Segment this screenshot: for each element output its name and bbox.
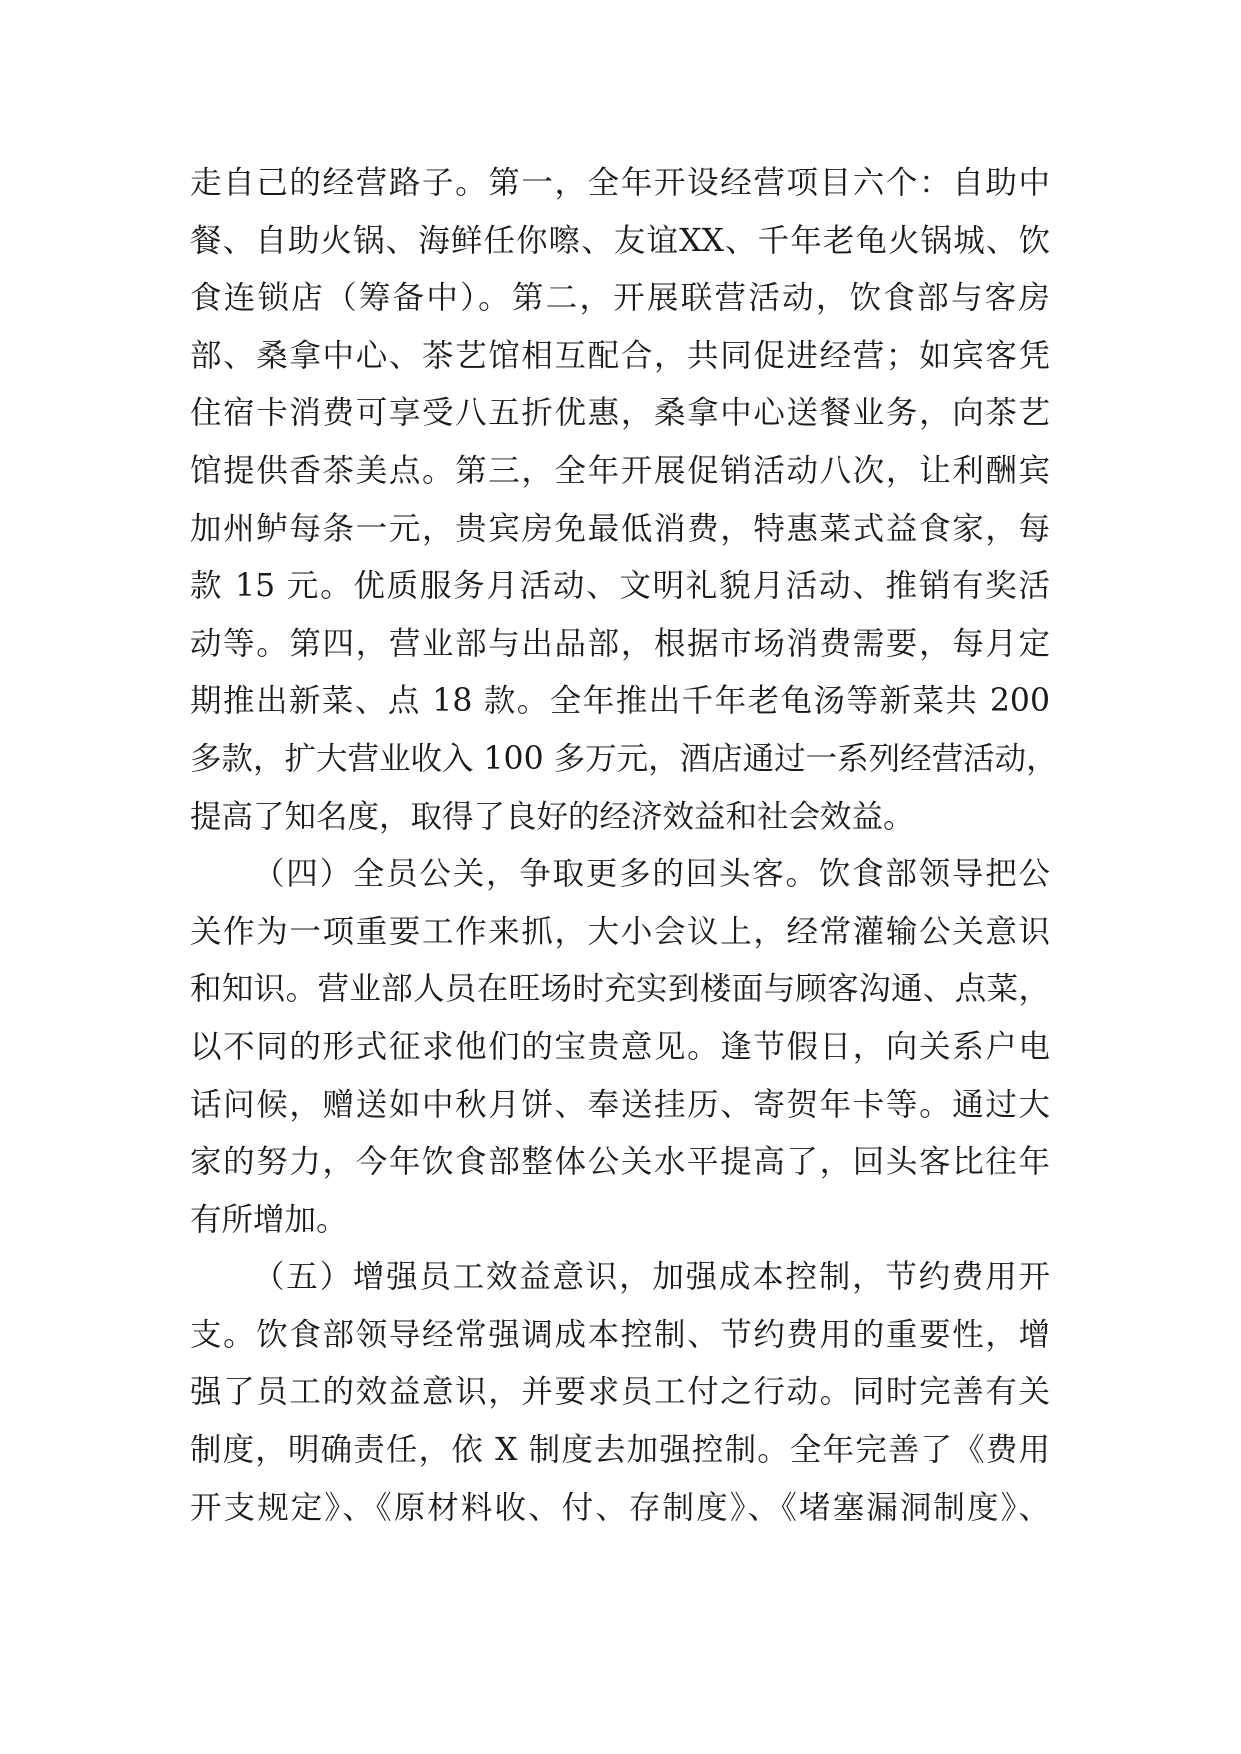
text-line: 和知识。营业部人员在旺场时充实到楼面与顾客沟通、点菜， [190,971,1050,1008]
text-line: 馆提供香茶美点。第三，全年开展促销活动八次，让利酬宾 [190,452,1050,489]
paragraph-section-5 [190,1249,1050,1537]
body-text [190,155,1058,1537]
text-line: 制度，明确责任，依 X 制度去加强控制。全年完善了《费用 [190,1432,1050,1469]
text-line: 关作为一项重要工作来抓，大小会议上，经常灌输公关意识 [190,913,1050,950]
text-line: 话问候，赠送如中秋月饼、奉送挂历、寄贺年卡等。通过大 [190,1086,1050,1123]
text-line: 款 15 元。优质服务月活动、文明礼貌月活动、推销有奖活 [190,568,1050,605]
text-line: 有所增加。 [190,1201,348,1238]
text-line-indented: （四）全员公关，争取更多的回头客。饮食部领导把公 [253,856,1050,893]
text-line: 期推出新菜、点 18 款。全年推出千年老龟汤等新菜共 200 [190,683,1050,720]
text-line: 家的努力，今年饮食部整体公关水平提高了，回头客比往年 [190,1144,1050,1181]
text-line: 动等。第四，营业部与出品部，根据市场消费需要，每月定 [190,625,1050,662]
text-line: 支。饮食部领导经常强调成本控制、节约费用的重要性，增 [190,1316,1050,1353]
paragraph-section-4 [190,846,1050,1249]
text-line: 住宿卡消费可享受八五折优惠，桑拿中心送餐业务，向茶艺 [190,395,1050,432]
text-line: 强了员工的效益意识，并要求员工付之行动。同时完善有关 [190,1374,1050,1411]
text-line-indented: （五）增强员工效益意识，加强成本控制，节约费用开 [253,1259,1050,1296]
text-line: 以不同的形式征求他们的宝贵意见。逢节假日，向关系户电 [190,1028,1050,1065]
text-line: 食连锁店（筹备中）。第二，开展联营活动，饮食部与客房 [190,280,1050,317]
text-line: 开支规定》、《原材料收、付、存制度》、《堵塞漏洞制度》、 [190,1489,1050,1526]
text-line: 走自己的经营路子。第一，全年开设经营项目六个：自助中 [190,165,1050,201]
text-line: 餐、自助火锅、海鲜任你嚓、友谊XX、千年老龟火锅城、饮 [190,222,1050,259]
text-line: 加州鲈每条一元，贵宾房免最低消费，特惠菜式益食家，每 [190,510,1050,547]
text-line: 多款，扩大营业收入 100 多万元，酒店通过一系列经营活动， [190,740,1058,777]
text-line: 提高了知名度，取得了良好的经济效益和社会效益。 [190,798,915,835]
text-line: 部、桑拿中心、茶艺馆相互配合，共同促进经营；如宾客凭 [190,337,1050,374]
paragraph-continuation [190,155,1058,846]
